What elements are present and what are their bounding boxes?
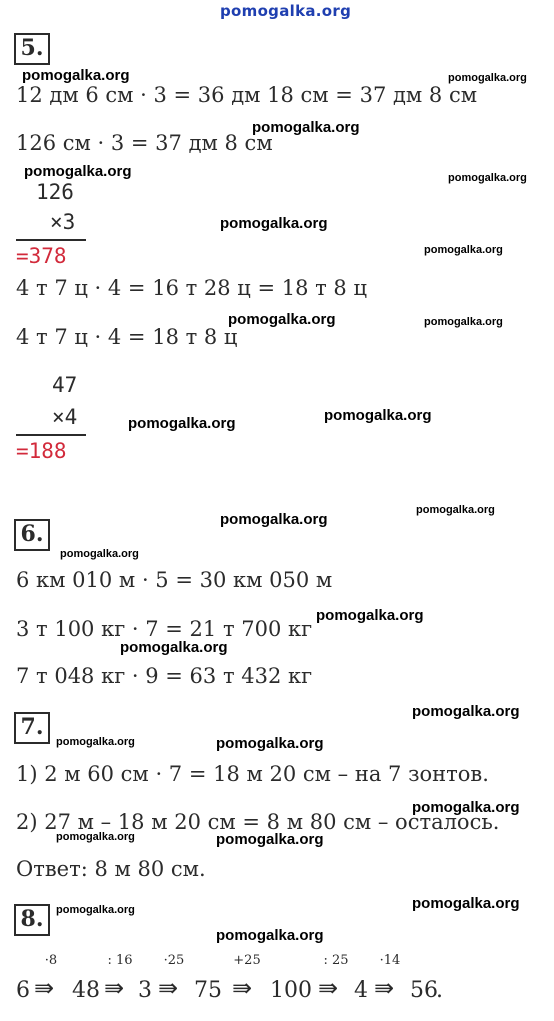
chain-op-3: ·25 [163, 953, 185, 968]
triple-arrow-icon: ⇛ [374, 974, 395, 1002]
watermark: pomogalka.org [448, 72, 527, 84]
calc-2-divider [16, 434, 86, 436]
triple-arrow-icon: ⇛ [34, 974, 55, 1002]
triple-arrow-icon: ⇛ [318, 974, 339, 1002]
watermark: pomogalka.org [324, 407, 432, 424]
chain-number-6: 4 [354, 978, 368, 1003]
calc-1-operand: 126 [36, 180, 74, 204]
task-7-line-1: 1) 2 м 60 см · 7 = 18 м 20 см – на 7 зонтов. [16, 762, 489, 786]
watermark: pomogalka.org [424, 244, 503, 256]
triple-arrow-icon: ⇛ [104, 974, 125, 1002]
task-5-line-4: 4 т 7 ц · 4 = 18 т 8 ц [16, 325, 238, 349]
task-7-label: 7. [14, 712, 50, 744]
watermark: pomogalka.org [412, 895, 520, 912]
chain-number-3: 3 [138, 978, 152, 1003]
task-6-line-3: 7 т 048 кг · 9 = 63 т 432 кг [16, 664, 313, 688]
calc-1-result: =378 [16, 244, 67, 268]
watermark: pomogalka.org [128, 415, 236, 432]
watermark: pomogalka.org [216, 735, 324, 752]
task-7-answer: Ответ: 8 м 80 см. [16, 857, 206, 881]
task-6-label: 6. [14, 519, 50, 551]
calc-2-result: =188 [16, 439, 67, 463]
calc-2-multiplier: ×4 [52, 405, 78, 429]
task-6-line-1: 6 км 010 м · 5 = 30 км 050 м [16, 568, 333, 592]
chain-number-2: 48 [72, 978, 100, 1003]
watermark: pomogalka.org [216, 831, 324, 848]
chain-end-period: . [436, 978, 443, 1003]
task-8-label: 8. [14, 904, 50, 936]
chain-op-4: +25 [233, 953, 261, 968]
watermark: pomogalka.org [22, 67, 130, 84]
watermark: pomogalka.org [252, 119, 360, 136]
site-watermark[interactable]: pomogalka.org [220, 2, 352, 20]
watermark: pomogalka.org [60, 548, 139, 560]
chain-final-result: 56 [410, 978, 438, 1003]
watermark: pomogalka.org [228, 311, 336, 328]
task-5-line-1: 12 дм 6 см · 3 = 36 дм 18 см = 37 дм 8 см [16, 83, 478, 107]
watermark: pomogalka.org [220, 215, 328, 232]
chain-number-4: 75 [194, 978, 222, 1003]
watermark: pomogalka.org [56, 831, 135, 843]
task-5-line-2: 126 см · 3 = 37 дм 8 см [16, 131, 273, 155]
watermark: pomogalka.org [448, 172, 527, 184]
calc-2-operand: 47 [52, 373, 78, 397]
watermark: pomogalka.org [412, 799, 520, 816]
watermark: pomogalka.org [56, 904, 135, 916]
watermark: pomogalka.org [120, 639, 228, 656]
watermark: pomogalka.org [56, 736, 135, 748]
watermark: pomogalka.org [220, 511, 328, 528]
triple-arrow-icon: ⇛ [158, 974, 179, 1002]
calc-1-divider [16, 239, 86, 241]
watermark: pomogalka.org [412, 703, 520, 720]
chain-op-6: ·14 [379, 953, 401, 968]
calc-1-multiplier: ×3 [50, 210, 76, 234]
chain-number-5: 100 [270, 978, 312, 1003]
task-6-line-2: 3 т 100 кг · 7 = 21 т 700 кг [16, 617, 313, 641]
chain-op-5: : 25 [323, 953, 349, 968]
task-5-line-3: 4 т 7 ц · 4 = 16 т 28 ц = 18 т 8 ц [16, 276, 367, 300]
watermark: pomogalka.org [24, 163, 132, 180]
task-7-line-2: 2) 27 м – 18 м 20 см = 8 м 80 см – осталось. [16, 810, 500, 834]
watermark: pomogalka.org [316, 607, 424, 624]
chain-op-1: ·8 [44, 953, 58, 968]
task-5-label: 5. [14, 33, 50, 65]
watermark: pomogalka.org [216, 927, 324, 944]
watermark: pomogalka.org [416, 504, 495, 516]
chain-op-2: : 16 [107, 953, 133, 968]
triple-arrow-icon: ⇛ [232, 974, 253, 1002]
watermark: pomogalka.org [424, 316, 503, 328]
chain-number-1: 6 [16, 978, 30, 1003]
